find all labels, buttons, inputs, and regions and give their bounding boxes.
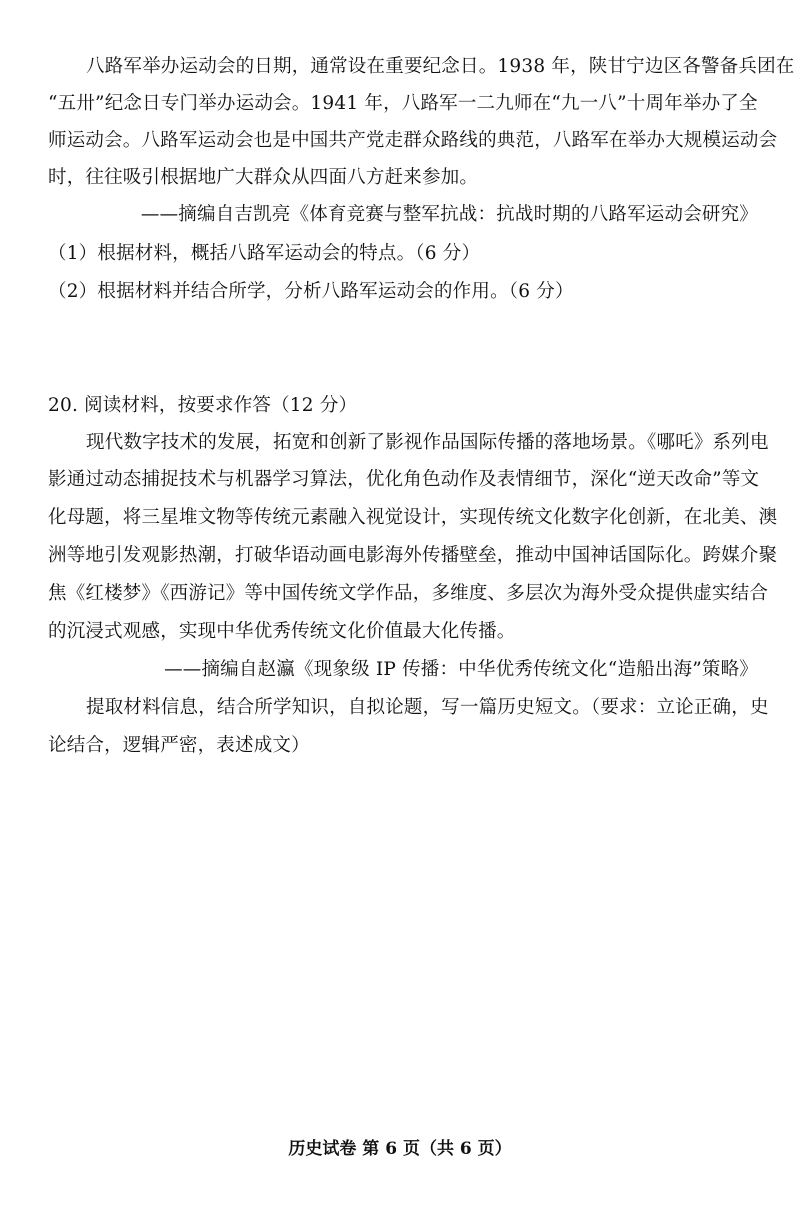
q20-task-line-2: 论结合，逻辑严密，表述成文）	[48, 735, 310, 756]
q19-question-1: （1）根据材料，概括八路军运动会的特点。（6 分）	[48, 243, 481, 264]
q20-material-line-5: 焦《红楼梦》《西游记》等中国传统文学作品，多维度、多层次为海外受众提供虚实结合	[48, 583, 769, 604]
q19-material-line-4: 时，往往吸引根据地广大群众从四面八方赶来参加。	[48, 167, 479, 188]
q19-question-2: （2）根据材料并结合所学，分析八路军运动会的作用。（6 分）	[48, 281, 574, 302]
q20-material-line-2: 影通过动态捕捉技术与机器学习算法，优化角色动作及表情细节，深化“逆天改命”等文	[48, 469, 760, 490]
q20-material-line-4: 洲等地引发观影热潮，打破华语动画电影海外传播壁垒，推动中国神话国际化。跨媒介聚	[48, 545, 778, 566]
q19-material-line-3: 师运动会。八路军运动会也是中国共产党走群众路线的典范，八路军在举办大规模运动会	[48, 130, 778, 151]
q20-material-line-6: 的沉浸式观感，实现中华优秀传统文化价值最大化传播。	[48, 621, 516, 642]
q19-material-line-1: 八路军举办运动会的日期，通常设在重要纪念日。1938 年，陕甘宁边区各警备兵团在	[86, 56, 795, 77]
q19-material-source: ——摘编自吉凯亮《体育竞赛与整军抗战：抗战时期的八路军运动会研究》	[140, 204, 758, 225]
q20-material-line-1: 现代数字技术的发展，拓宽和创新了影视作品国际传播的落地场景。《哪吒》系列电	[86, 432, 769, 453]
page-footer: 历史试卷 第 6 页（共 6 页）	[288, 1139, 512, 1159]
q20-title: 20. 阅读材料，按要求作答（12 分）	[48, 395, 358, 416]
q19-material-line-2: “五卅”纪念日专门举办运动会。1941 年，八路军一二九师在“九一八”十周年举办了全	[48, 93, 758, 114]
q20-material-line-3: 化母题，将三星堆文物等传统元素融入视觉设计，实现传统文化数字化创新，在北美、澳	[48, 507, 778, 528]
q20-task-line-1: 提取材料信息，结合所学知识，自拟论题，写一篇历史短文。（要求：立论正确，史	[86, 697, 769, 718]
q20-material-source: ——摘编自赵瀛《现象级 IP 传播：中华优秀传统文化“造船出海”策略》	[164, 659, 758, 680]
